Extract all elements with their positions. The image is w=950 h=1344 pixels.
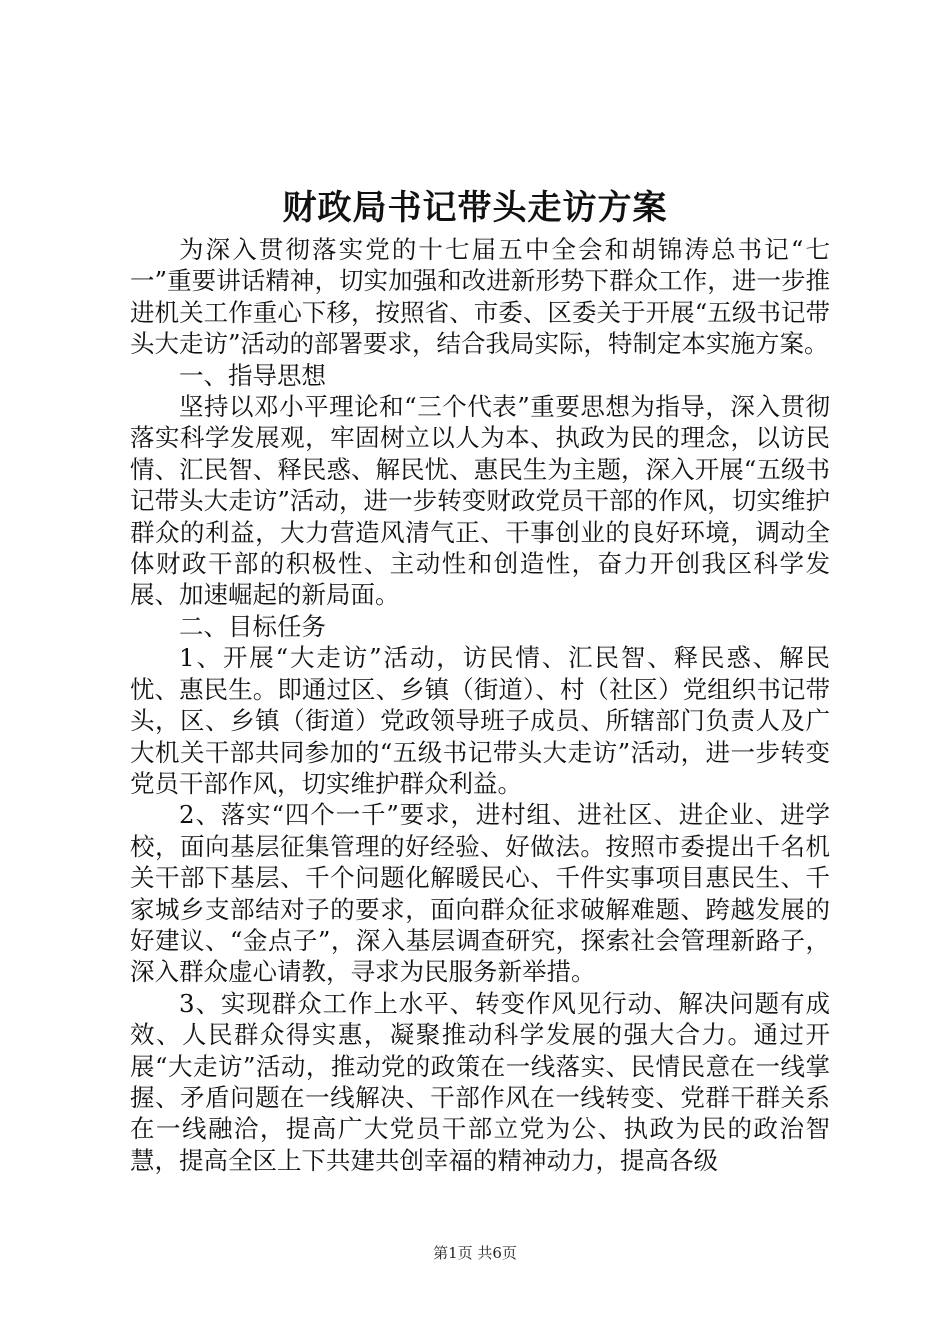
document-title: 财政局书记带头走访方案	[282, 188, 668, 228]
section-heading-goals-tasks: 二、目标任务	[179, 611, 326, 641]
goal-item-1: 1、开展“大走访”活动，访民情、汇民智、释民惑、解民忧、惠民生。即通过区、乡镇（街道）、村（社区）党组织书记带头，区、乡镇（街道）党政领导班子成员、所辖部门负责人及广大机关干部共同参加的“五级书记带头大走访”活动，进一步转变党员干部作风，切实维护群众利益。	[130, 643, 830, 798]
section-heading-guiding-ideology: 一、指导思想	[179, 360, 326, 390]
intro-paragraph: 为深入贯彻落实党的十七届五中全会和胡锦涛总书记“七一”重要讲话精神，切实加强和改进新形势下群众工作，进一步推进机关工作重心下移，按照省、市委、区委关于开展“五级书记带头大走访”活动的部署要求，结合我局实际，特制定本实施方案。	[130, 235, 830, 359]
page-footer: 第1页 共6页	[433, 1244, 517, 1262]
goal-item-2: 2、落实“四个一千”要求，进村组、进社区、进企业、进学校，面向基层征集管理的好经验、好做法。按照市委提出千名机关干部下基层、千个问题化解暖民心、千件实事项目惠民生、千家城乡支部结对子的要求，面向群众征求破解难题、跨越发展的好建议、“金点子”，深入基层调查研究，探索社会管理新路子，深入群众虚心请教，寻求为民服务新举措。	[130, 800, 830, 987]
guiding-ideology-paragraph: 坚持以邓小平理论和“三个代表”重要思想为指导，深入贯彻落实科学发展观，牢固树立以人为本、执政为民的理念，以访民情、汇民智、释民惑、解民忧、惠民生为主题，深入开展“五级书记带头大走访”活动，进一步转变财政党员干部的作风，切实维护群众的利益，大力营造风清气正、干事创业的良好环境，调动全体财政干部的积极性、主动性和创造性，奋力开创我区科学发展、加速崛起的新局面。	[130, 392, 830, 610]
goal-item-3: 3、实现群众工作上水平、转变作风见行动、解决问题有成效、人民群众得实惠，凝聚推动科学发展的强大合力。通过开展“大走访”活动，推动党的政策在一线落实、民情民意在一线掌握、矛盾问题在一线解决、干部作风在一线转变、党群干群关系在一线融洽，提高广大党员干部立党为公、执政为民的政治智慧，提高全区上下共建共创幸福的精神动力，提高各级	[130, 988, 830, 1175]
document-body	[130, 234, 830, 1176]
